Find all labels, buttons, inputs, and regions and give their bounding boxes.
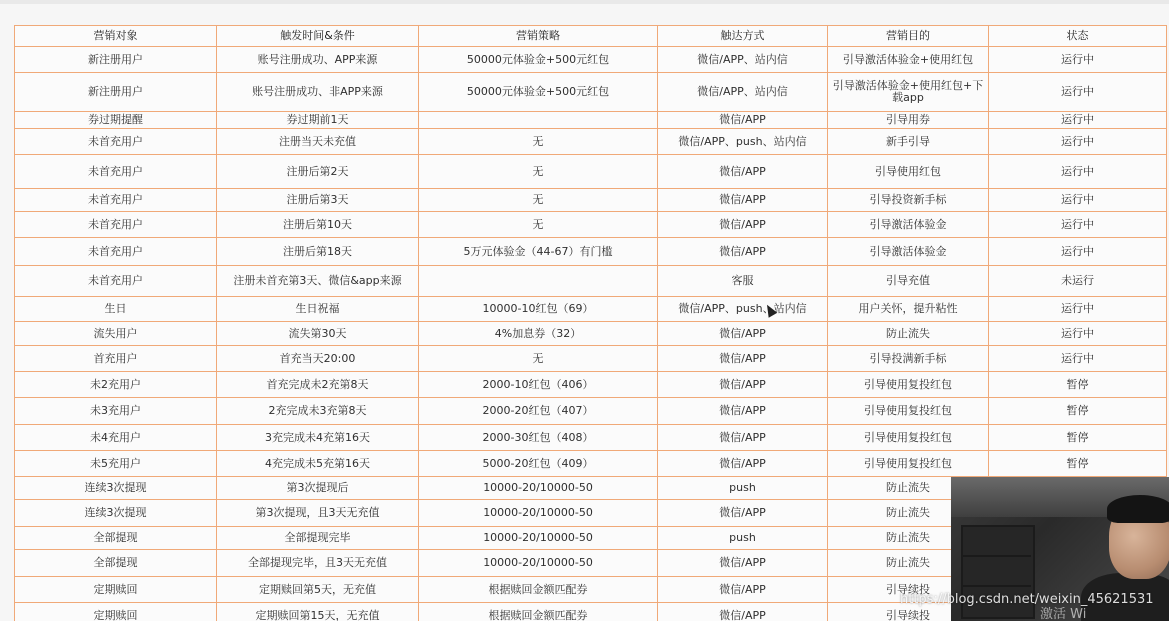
- cell-trigger: 2充完成未3充第8天: [217, 398, 419, 425]
- cell-target: 未首充用户: [15, 129, 217, 155]
- cell-purpose: 防止流失: [828, 500, 989, 527]
- cell-status: 运行中: [989, 73, 1167, 112]
- cell-channel: 微信/APP: [658, 550, 828, 577]
- cell-purpose: 引导投满新手标: [828, 346, 989, 372]
- cell-trigger: 全部提现完毕: [217, 527, 419, 550]
- cell-status: 运行中: [989, 129, 1167, 155]
- table-row: [15, 47, 1167, 73]
- cell-status: 运行中: [989, 238, 1167, 266]
- cell-channel: 微信/APP: [658, 425, 828, 451]
- cell-target: 未首充用户: [15, 266, 217, 297]
- cell-trigger: 生日祝福: [217, 297, 419, 322]
- cell-trigger: 3充完成未4充第16天: [217, 425, 419, 451]
- cell-strategy: 无: [419, 155, 658, 189]
- cell-target: 未首充用户: [15, 189, 217, 212]
- cell-strategy: 2000-30红包（408）: [419, 425, 658, 451]
- cell-trigger: 注册后第2天: [217, 155, 419, 189]
- cell-purpose: 防止流失: [828, 477, 989, 500]
- cell-purpose: 引导使用复投红包: [828, 398, 989, 425]
- cell-strategy: 50000元体验金+500元红包: [419, 47, 658, 73]
- cell-target: 连续3次提现: [15, 477, 217, 500]
- cell-channel: 微信/APP: [658, 112, 828, 129]
- cell-channel: 微信/APP: [658, 577, 828, 603]
- cell-channel: 微信/APP: [658, 238, 828, 266]
- cell-trigger: 注册当天未充值: [217, 129, 419, 155]
- cell-channel: 微信/APP: [658, 189, 828, 212]
- cell-target: 首充用户: [15, 346, 217, 372]
- cell-purpose: 用户关怀，提升粘性: [828, 297, 989, 322]
- cell-status: 运行中: [989, 212, 1167, 238]
- cell-status: 暂停: [989, 372, 1167, 398]
- cell-purpose: 防止流失: [828, 550, 989, 577]
- cell-status: 暂停: [989, 451, 1167, 477]
- header-channel: 触达方式: [658, 26, 828, 47]
- cell-trigger: 首充当天20:00: [217, 346, 419, 372]
- table-row: [15, 398, 1167, 425]
- cell-strategy: 10000-20/10000-50: [419, 500, 658, 527]
- cell-target: 全部提现: [15, 527, 217, 550]
- cell-status: 运行中: [989, 155, 1167, 189]
- table-row: [15, 266, 1167, 297]
- cell-status: 运行中: [989, 297, 1167, 322]
- cell-channel: 微信/APP、push、站内信: [658, 297, 828, 322]
- cell-purpose: 引导使用复投红包: [828, 425, 989, 451]
- table-row: [15, 155, 1167, 189]
- cell-trigger: 定期赎回第15天，无充值: [217, 603, 419, 621]
- cell-purpose: 引导续投: [828, 603, 989, 621]
- cell-target: 未首充用户: [15, 155, 217, 189]
- cell-trigger: 第3次提现，且3天无充值: [217, 500, 419, 527]
- cell-strategy: 4%加息券（32）: [419, 322, 658, 346]
- cell-channel: 微信/APP: [658, 212, 828, 238]
- cell-target: 新注册用户: [15, 73, 217, 112]
- table-row: [15, 322, 1167, 346]
- cell-target: 流失用户: [15, 322, 217, 346]
- cell-trigger: 全部提现完毕，且3天无充值: [217, 550, 419, 577]
- cell-target: 未4充用户: [15, 425, 217, 451]
- cell-target: 定期赎回: [15, 603, 217, 621]
- cell-status: 暂停: [989, 398, 1167, 425]
- cell-channel: 微信/APP: [658, 398, 828, 425]
- cell-strategy: [419, 266, 658, 297]
- header-target: 营销对象: [15, 26, 217, 47]
- cell-channel: 微信/APP: [658, 451, 828, 477]
- cell-strategy: 无: [419, 189, 658, 212]
- cell-purpose: 引导激活体验金+使用红包: [828, 47, 989, 73]
- cell-purpose: 防止流失: [828, 527, 989, 550]
- header-status: 状态: [989, 26, 1167, 47]
- cell-purpose: 引导激活体验金: [828, 212, 989, 238]
- cell-purpose: 引导使用复投红包: [828, 372, 989, 398]
- cell-strategy: 根据赎回金额匹配券: [419, 577, 658, 603]
- header-purpose: 营销目的: [828, 26, 989, 47]
- webcam-shelf-line: [963, 585, 1031, 587]
- cell-strategy: 2000-20红包（407）: [419, 398, 658, 425]
- cell-status: 运行中: [989, 346, 1167, 372]
- cell-trigger: 注册未首充第3天、微信&app来源: [217, 266, 419, 297]
- cell-trigger: 第3次提现后: [217, 477, 419, 500]
- cell-purpose: 引导充值: [828, 266, 989, 297]
- table-row: [15, 425, 1167, 451]
- cell-status: 暂停: [989, 425, 1167, 451]
- cell-channel: 微信/APP、push、站内信: [658, 129, 828, 155]
- cell-purpose: 引导使用红包: [828, 155, 989, 189]
- cell-status: 运行中: [989, 47, 1167, 73]
- cell-channel: 客服: [658, 266, 828, 297]
- cell-trigger: 4充完成未5充第16天: [217, 451, 419, 477]
- cell-strategy: 10000-20/10000-50: [419, 527, 658, 550]
- cell-purpose: 引导续投: [828, 577, 989, 603]
- cell-strategy: 50000元体验金+500元红包: [419, 73, 658, 112]
- cell-trigger: 定期赎回第5天，无充值: [217, 577, 419, 603]
- cell-target: 未5充用户: [15, 451, 217, 477]
- cell-trigger: 注册后第10天: [217, 212, 419, 238]
- cell-target: 连续3次提现: [15, 500, 217, 527]
- table-row: [15, 372, 1167, 398]
- cell-status: 运行中: [989, 322, 1167, 346]
- table-row: [15, 346, 1167, 372]
- table-row: [15, 212, 1167, 238]
- table-row: [15, 129, 1167, 155]
- cell-trigger: 账号注册成功、APP来源: [217, 47, 419, 73]
- table-row: [15, 238, 1167, 266]
- table-row: [15, 112, 1167, 129]
- cell-trigger: 流失第30天: [217, 322, 419, 346]
- activate-windows-text: 激活 Wi: [1040, 607, 1087, 621]
- cell-strategy: 无: [419, 129, 658, 155]
- cell-channel: 微信/APP、站内信: [658, 73, 828, 112]
- cell-strategy: 10000-20/10000-50: [419, 550, 658, 577]
- cell-target: 未3充用户: [15, 398, 217, 425]
- cell-channel: 微信/APP、站内信: [658, 47, 828, 73]
- cell-purpose: 引导使用复投红包: [828, 451, 989, 477]
- cell-trigger: 注册后第18天: [217, 238, 419, 266]
- cell-strategy: 10000-20/10000-50: [419, 477, 658, 500]
- cell-strategy: 5000-20红包（409）: [419, 451, 658, 477]
- cell-channel: push: [658, 477, 828, 500]
- cell-status: 未运行: [989, 266, 1167, 297]
- table-header-row: [15, 26, 1167, 47]
- webcam-person-hair: [1107, 495, 1169, 523]
- cell-purpose: 引导激活体验金: [828, 238, 989, 266]
- cell-target: 未首充用户: [15, 212, 217, 238]
- cell-trigger: 券过期前1天: [217, 112, 419, 129]
- header-strategy: 营销策略: [419, 26, 658, 47]
- cell-trigger: 首充完成未2充第8天: [217, 372, 419, 398]
- cell-channel: 微信/APP: [658, 500, 828, 527]
- cell-purpose: 引导用券: [828, 112, 989, 129]
- cell-strategy: 10000-10红包（69）: [419, 297, 658, 322]
- cell-strategy: 无: [419, 212, 658, 238]
- cell-target: 未2充用户: [15, 372, 217, 398]
- cell-target: 新注册用户: [15, 47, 217, 73]
- header-trigger: 触发时间&条件: [217, 26, 419, 47]
- cell-target: 生日: [15, 297, 217, 322]
- cell-channel: 微信/APP: [658, 322, 828, 346]
- cell-purpose: 新手引导: [828, 129, 989, 155]
- cell-strategy: 根据赎回金额匹配券: [419, 603, 658, 621]
- cell-channel: push: [658, 527, 828, 550]
- table-row: [15, 451, 1167, 477]
- cell-strategy: 5万元体验金（44-67）有门槛: [419, 238, 658, 266]
- cell-target: 券过期提醒: [15, 112, 217, 129]
- cell-channel: 微信/APP: [658, 603, 828, 621]
- cell-channel: 微信/APP: [658, 372, 828, 398]
- cell-trigger: 注册后第3天: [217, 189, 419, 212]
- cell-target: 定期赎回: [15, 577, 217, 603]
- cell-target: 全部提现: [15, 550, 217, 577]
- table-row: [15, 73, 1167, 112]
- table-row: [15, 297, 1167, 322]
- cell-strategy: [419, 112, 658, 129]
- cell-strategy: 无: [419, 346, 658, 372]
- cell-purpose: 引导激活体验金+使用红包+下载app: [828, 73, 989, 112]
- top-divider: [0, 0, 1169, 4]
- cell-target: 未首充用户: [15, 238, 217, 266]
- cell-channel: 微信/APP: [658, 346, 828, 372]
- cell-purpose: 引导投资新手标: [828, 189, 989, 212]
- table-row: [15, 189, 1167, 212]
- url-watermark: https://blog.csdn.net/weixin_45621531: [900, 592, 1154, 607]
- cell-strategy: 2000-10红包（406）: [419, 372, 658, 398]
- cell-status: 运行中: [989, 189, 1167, 212]
- webcam-shelf-line: [963, 555, 1031, 557]
- cell-purpose: 防止流失: [828, 322, 989, 346]
- cell-trigger: 账号注册成功、非APP来源: [217, 73, 419, 112]
- cell-status: 运行中: [989, 112, 1167, 129]
- cell-channel: 微信/APP: [658, 155, 828, 189]
